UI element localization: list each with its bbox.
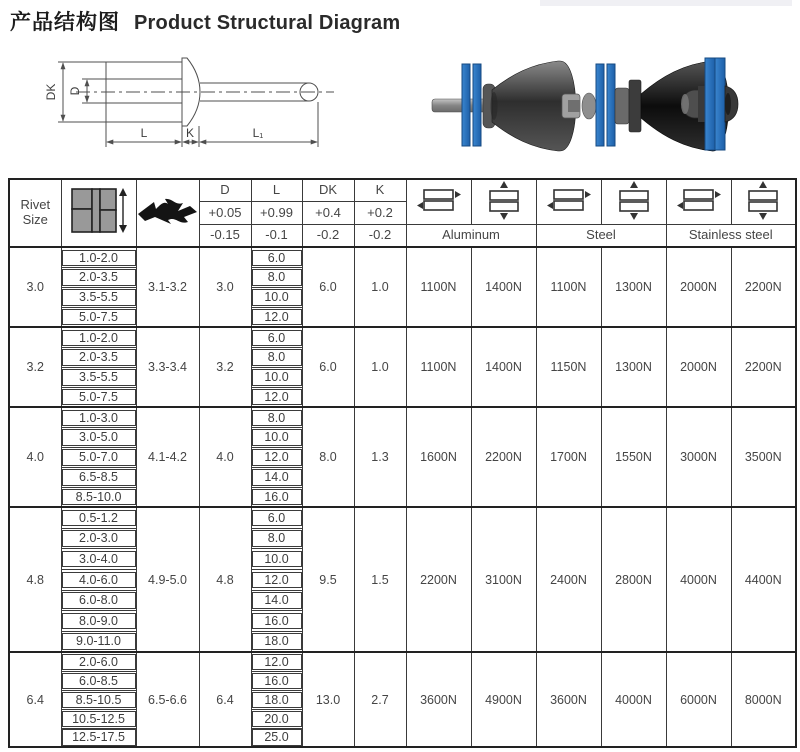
grip-range-cell: 0.5-1.2	[61, 507, 136, 528]
dk-cell: 9.5	[302, 507, 354, 652]
dim-label-dk: DK	[44, 83, 58, 101]
length-cell: 14.0	[251, 590, 302, 611]
dim-label-l: L	[140, 126, 148, 140]
drill-size-cell: 4.1-4.2	[136, 407, 199, 507]
length-cell: 12.0	[251, 387, 302, 407]
grip-range-cell: 3.0-5.0	[61, 427, 136, 447]
plate	[607, 64, 615, 146]
k-cell: 1.3	[354, 407, 406, 507]
plate	[473, 64, 481, 146]
grip-range-cell: 1.0-2.0	[61, 327, 136, 347]
corner-header: Rivet Size	[9, 179, 61, 247]
drill-size-header	[136, 179, 199, 247]
strength-cell: 6000N	[666, 652, 731, 747]
grip-range-cell: 8.5-10.0	[61, 487, 136, 507]
strength-cell: 1100N	[406, 247, 471, 327]
title-english: Product Structural Diagram	[134, 12, 401, 34]
strength-cell: 2400N	[536, 507, 601, 652]
dk-cell: 13.0	[302, 652, 354, 747]
strength-cell: 2200N	[731, 247, 796, 327]
strength-cell: 1300N	[601, 247, 666, 327]
nosepiece-collar	[615, 88, 629, 124]
grip-range-cell: 5.0-7.5	[61, 387, 136, 407]
grip-range-icon	[68, 185, 130, 237]
plate	[596, 64, 604, 146]
length-cell: 16.0	[251, 487, 302, 507]
tolerance-plus: +0.99	[251, 202, 302, 225]
tensile-strength-icon	[610, 180, 658, 220]
page-title	[10, 6, 400, 36]
length-cell: 8.0	[251, 407, 302, 427]
dk-cell: 6.0	[302, 247, 354, 327]
spec-table	[8, 178, 797, 748]
length-cell: 6.0	[251, 247, 302, 267]
dim-label-k: K	[185, 126, 195, 140]
strength-cell: 8000N	[731, 652, 796, 747]
strength-cell: 1600N	[406, 407, 471, 507]
dim-header-d: D	[199, 179, 251, 202]
tolerance-plus: +0.4	[302, 202, 354, 225]
plate	[715, 58, 725, 150]
rivet-size-cell: 6.4	[9, 652, 61, 747]
title-chinese: 产品结构图	[10, 11, 120, 34]
grip-range-cell: 4.0-6.0	[61, 570, 136, 591]
dim-label-l1: L₁	[252, 126, 264, 140]
spec-table-body	[9, 247, 796, 747]
shear-strength-header	[406, 179, 471, 224]
grip-range-cell: 8.5-10.5	[61, 690, 136, 709]
length-cell: 12.0	[251, 652, 302, 671]
length-cell: 10.0	[251, 287, 302, 307]
strength-cell: 1700N	[536, 407, 601, 507]
grip-range-cell: 2.0-3.5	[61, 347, 136, 367]
dim-label-d: D	[68, 86, 82, 96]
length-cell: 8.0	[251, 528, 302, 549]
strength-cell: 2800N	[601, 507, 666, 652]
dim-header-l: L	[251, 179, 302, 202]
length-cell: 6.0	[251, 507, 302, 528]
length-cell: 12.0	[251, 307, 302, 327]
shear-strength-icon	[545, 182, 593, 218]
length-cell: 6.0	[251, 327, 302, 347]
length-cell: 20.0	[251, 709, 302, 728]
length-cell: 8.0	[251, 267, 302, 287]
grip-range-cell: 1.0-2.0	[61, 247, 136, 267]
grip-range-cell: 2.0-6.0	[61, 652, 136, 671]
strength-cell: 2000N	[666, 247, 731, 327]
tolerance-minus: -0.15	[199, 224, 251, 247]
tensile-strength-header	[471, 179, 536, 224]
shear-strength-header	[666, 179, 731, 224]
length-cell: 16.0	[251, 611, 302, 632]
body-dia-cell: 3.2	[199, 327, 251, 407]
length-cell: 10.0	[251, 549, 302, 570]
grip-range-cell: 12.5-17.5	[61, 728, 136, 747]
material-header: Steel	[536, 224, 666, 247]
length-cell: 12.0	[251, 447, 302, 467]
length-cell: 18.0	[251, 632, 302, 653]
strength-cell: 2200N	[731, 327, 796, 407]
strength-cell: 3000N	[666, 407, 731, 507]
grip-range-cell: 5.0-7.0	[61, 447, 136, 467]
grip-range-cell: 2.0-3.0	[61, 528, 136, 549]
grip-range-cell: 8.0-9.0	[61, 611, 136, 632]
tolerance-minus: -0.1	[251, 224, 302, 247]
shear-strength-icon	[415, 182, 463, 218]
grip-range-header	[61, 179, 136, 247]
strength-cell: 3600N	[406, 652, 471, 747]
grip-range-cell: 6.5-8.5	[61, 467, 136, 487]
tolerance-plus: +0.05	[199, 202, 251, 225]
material-header: Aluminum	[406, 224, 536, 247]
dim-header-dk: DK	[302, 179, 354, 202]
k-cell: 2.7	[354, 652, 406, 747]
rivet-size-cell: 3.0	[9, 247, 61, 327]
deformed-rivet	[582, 93, 596, 119]
rivet-size-cell: 4.0	[9, 407, 61, 507]
shear-strength-icon	[675, 182, 723, 218]
top-edge-artifact	[540, 0, 792, 6]
strength-cell: 4000N	[666, 507, 731, 652]
body-dia-cell: 6.4	[199, 652, 251, 747]
grip-range-cell: 6.0-8.0	[61, 590, 136, 611]
length-cell: 10.0	[251, 367, 302, 387]
strength-cell: 2200N	[406, 507, 471, 652]
grip-range-cell: 2.0-3.5	[61, 267, 136, 287]
installation-steps-illustration	[428, 50, 800, 162]
strength-cell: 4400N	[731, 507, 796, 652]
rivet-technical-drawing	[18, 48, 350, 166]
spec-table-head	[9, 179, 796, 247]
mandrel-slot	[568, 100, 580, 112]
tolerance-plus: +0.2	[354, 202, 406, 225]
strength-cell: 1300N	[601, 327, 666, 407]
k-cell: 1.0	[354, 327, 406, 407]
grip-range-cell: 3.5-5.5	[61, 287, 136, 307]
grip-range-cell: 6.0-8.5	[61, 671, 136, 690]
length-cell: 14.0	[251, 467, 302, 487]
strength-cell: 1400N	[471, 327, 536, 407]
material-header: Stainless steel	[666, 224, 796, 247]
length-cell: 8.0	[251, 347, 302, 367]
strength-cell: 2000N	[666, 327, 731, 407]
drill-size-cell: 6.5-6.6	[136, 652, 199, 747]
tensile-strength-icon	[739, 180, 787, 220]
k-cell: 1.0	[354, 247, 406, 327]
dk-cell: 8.0	[302, 407, 354, 507]
installation-step-1	[432, 61, 576, 151]
rivet-shank	[698, 86, 705, 122]
body-dia-cell: 4.0	[199, 407, 251, 507]
body-dia-cell: 3.0	[199, 247, 251, 327]
dim-header-k: K	[354, 179, 406, 202]
strength-cell: 1400N	[471, 247, 536, 327]
plate	[462, 64, 470, 146]
strength-cell: 3600N	[536, 652, 601, 747]
strength-cell: 1550N	[601, 407, 666, 507]
strength-cell: 2200N	[471, 407, 536, 507]
length-cell: 12.0	[251, 570, 302, 591]
strength-cell: 1150N	[536, 327, 601, 407]
grip-range-cell: 10.5-12.5	[61, 709, 136, 728]
length-cell: 18.0	[251, 690, 302, 709]
tolerance-minus: -0.2	[302, 224, 354, 247]
strength-cell: 1100N	[406, 327, 471, 407]
strength-cell: 1100N	[536, 247, 601, 327]
drill-size-cell: 3.1-3.2	[136, 247, 199, 327]
grip-range-cell: 3.0-4.0	[61, 549, 136, 570]
strength-cell: 4900N	[471, 652, 536, 747]
grip-range-cell: 9.0-11.0	[61, 632, 136, 653]
dk-cell: 6.0	[302, 327, 354, 407]
grip-range-cell: 5.0-7.5	[61, 307, 136, 327]
body-dia-cell: 4.8	[199, 507, 251, 652]
drill-size-cell: 4.9-5.0	[136, 507, 199, 652]
tensile-strength-header	[731, 179, 796, 224]
length-cell: 16.0	[251, 671, 302, 690]
strength-cell: 3100N	[471, 507, 536, 652]
rivet-size-cell: 4.8	[9, 507, 61, 652]
grip-range-cell: 1.0-3.0	[61, 407, 136, 427]
rivet-size-cell: 3.2	[9, 327, 61, 407]
strength-cell: 3500N	[731, 407, 796, 507]
length-cell: 10.0	[251, 427, 302, 447]
shear-strength-header	[536, 179, 601, 224]
k-cell: 1.5	[354, 507, 406, 652]
tensile-strength-header	[601, 179, 666, 224]
drill-size-cell: 3.3-3.4	[136, 327, 199, 407]
grip-range-cell: 3.5-5.5	[61, 367, 136, 387]
tolerance-minus: -0.2	[354, 224, 406, 247]
strength-cell: 4000N	[601, 652, 666, 747]
tensile-strength-icon	[480, 180, 528, 220]
drill-bit-icon	[137, 197, 199, 225]
length-cell: 25.0	[251, 728, 302, 747]
plate	[705, 58, 715, 150]
